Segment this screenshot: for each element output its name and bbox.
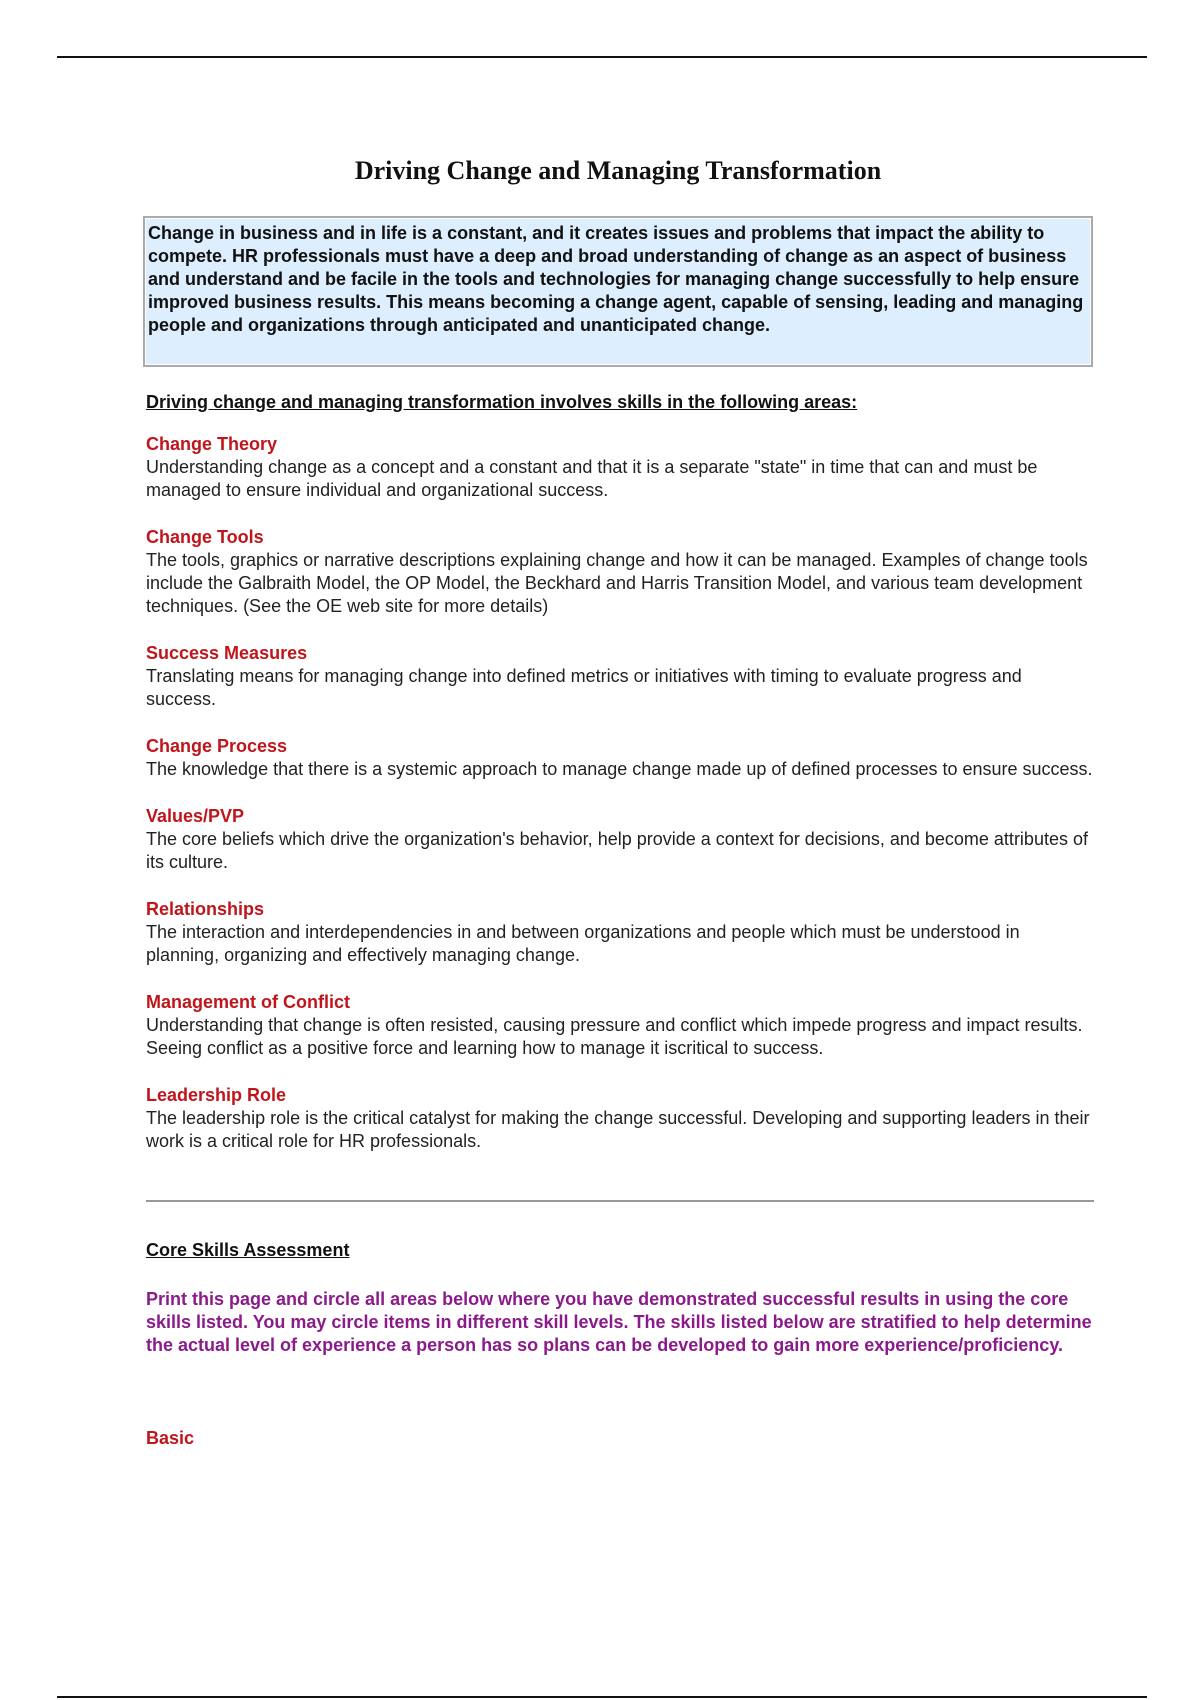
skill-area-description: The knowledge that there is a systemic approach to manage change made up of defined processes to ensure success. (146, 759, 1093, 779)
divider (146, 1200, 1094, 1202)
skill-area-description: The core beliefs which drive the organization's behavior, help provide a context for decisions, and become attributes of its culture. (146, 829, 1088, 872)
intro-box: Change in business and in life is a constant, and it creates issues and problems that impact the ability to compete. HR professionals must have a deep and broad understanding of change as an aspect of business and understand and be facile in the tools and technologies for managing change successfully to help ensure improved business results. This means becoming a change agent, capable of sensing, leading and managing people and organizations through anticipated and unanticipated change. (143, 216, 1093, 367)
skill-area-description: Understanding that change is often resisted, causing pressure and conflict which impede progress and impact results. Seeing conflict as a positive force and learning how to manage it iscritical to success. (146, 1015, 1083, 1058)
skill-area (146, 991, 1096, 1060)
assessment-instructions: Print this page and circle all areas below where you have demonstrated successful results in using the core skills listed. You may circle items in different skill levels. The skills listed below are stratified to help determine the actual level of experience a person has so plans can be developed to gain more experience/proficiency. (146, 1289, 1092, 1355)
skill-area-name: Change Theory (146, 434, 278, 454)
skill-area-description: Understanding change as a concept and a constant and that it is a separate "state" in time that can and must be managed to ensure individual and organizational success. (146, 457, 1038, 500)
skill-area-name: Change Process (146, 736, 288, 756)
skill-area (146, 898, 1096, 967)
areas-heading: Driving change and managing transformation involves skills in the following areas: (146, 392, 858, 412)
skill-area-description: The interaction and interdependencies in and between organizations and people which must be understood in planning, organizing and effectively managing change. (146, 922, 1020, 965)
skill-area-name: Management of Conflict (146, 992, 351, 1012)
skill-area (146, 1084, 1096, 1153)
skill-area-name: Values/PVP (146, 806, 245, 826)
top-rule (57, 56, 1147, 58)
skill-area-description: The tools, graphics or narrative descriptions explaining change and how it can be managed. Examples of change tools include the Galbraith Model, the OP Model, the Beckhard and Harris Transition Model, and various team development techniques. (See the OE web site for more details) (146, 550, 1088, 616)
skill-area-description: The leadership role is the critical catalyst for making the change successful. Developing and supporting leaders in their work is a critical role for HR professionals. (146, 1108, 1090, 1151)
skill-area (146, 735, 1096, 781)
skill-area-name: Success Measures (146, 643, 308, 663)
skill-area (146, 433, 1096, 502)
skill-area (146, 642, 1096, 711)
areas-section (146, 392, 1096, 1177)
bottom-rule (57, 1696, 1147, 1698)
skill-area-description: Translating means for managing change into defined metrics or initiatives with timing to evaluate progress and success. (146, 666, 1022, 709)
skill-area (146, 805, 1096, 874)
skill-area (146, 526, 1096, 618)
level-basic-heading: Basic (146, 1428, 195, 1448)
skill-area-name: Change Tools (146, 527, 264, 547)
core-skills-heading: Core Skills Assessment (146, 1240, 350, 1260)
page-title: Driving Change and Managing Transformation (354, 156, 882, 185)
skill-area-name: Relationships (146, 899, 265, 919)
skill-area-name: Leadership Role (146, 1085, 287, 1105)
